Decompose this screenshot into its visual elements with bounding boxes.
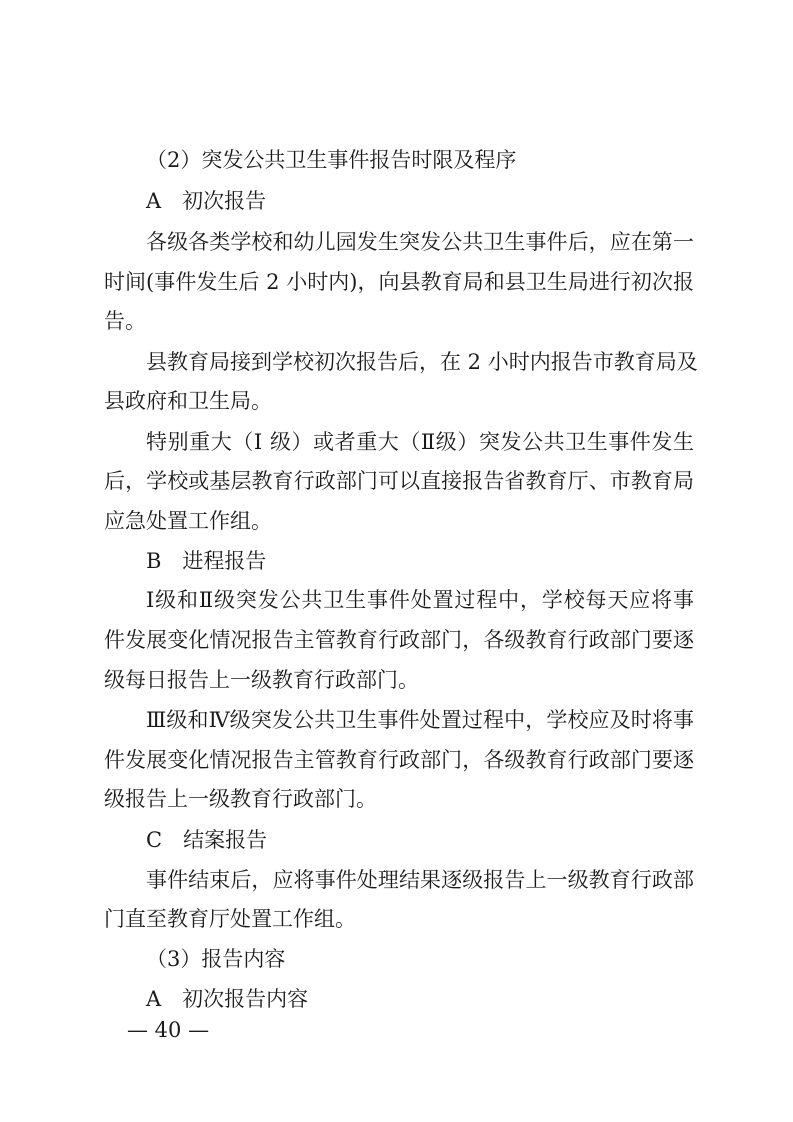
paragraph-line: 应急处置工作组。: [104, 509, 272, 533]
paragraph-line: 时间(事件发生后 2 小时内)，向县教育局和县卫生局进行初次报: [104, 270, 694, 294]
paragraph-line: 件发展变化情况报告主管教育行政部门，各级教育行政部门要逐: [104, 748, 694, 772]
paragraph-line: 后，学校或基层教育行政部门可以直接报告省教育厅、市教育局: [104, 469, 694, 493]
paragraph-line: 县政府和卫生局。: [104, 389, 272, 413]
paragraph-line: 各级各类学校和幼儿园发生突发公共卫生事件后，应在第一: [146, 230, 694, 254]
paragraph-line: 县教育局接到学校初次报告后，在 2 小时内报告市教育局及: [146, 350, 698, 374]
subheading-b-progress-report: B 进程报告: [146, 549, 267, 573]
subheading-a-initial-report-content: A 初次报告内容: [146, 987, 309, 1011]
paragraph-line: Ⅰ级和Ⅱ级突发公共卫生事件处置过程中，学校每天应将事: [146, 588, 694, 612]
page-number: — 40 —: [127, 1018, 210, 1042]
paragraph-line: Ⅲ级和Ⅳ级突发公共卫生事件处置过程中，学校应及时将事: [146, 708, 694, 732]
paragraph-line: 级报告上一级教育行政部门。: [104, 787, 377, 811]
paragraph-line: 件发展变化情况报告主管教育行政部门，各级教育行政部门要逐: [104, 628, 694, 652]
paragraph-line: 事件结束后，应将事件处理结果逐级报告上一级教育行政部: [146, 868, 694, 892]
subheading-c-closing-report: C 结案报告: [146, 828, 268, 852]
heading-2-time-limits: （2）突发公共卫生事件报告时限及程序: [146, 148, 517, 172]
paragraph-line: 级每日报告上一级教育行政部门。: [104, 668, 419, 692]
paragraph-line: 门直至教育厅处置工作组。: [104, 907, 356, 931]
paragraph-line: 告。: [104, 309, 146, 333]
heading-3-report-content: （3）报告内容: [146, 947, 286, 971]
subheading-a-initial-report: A 初次报告: [146, 189, 267, 213]
paragraph-line: 特别重大（Ⅰ 级）或者重大（Ⅱ级）突发公共卫生事件发生: [146, 430, 694, 454]
